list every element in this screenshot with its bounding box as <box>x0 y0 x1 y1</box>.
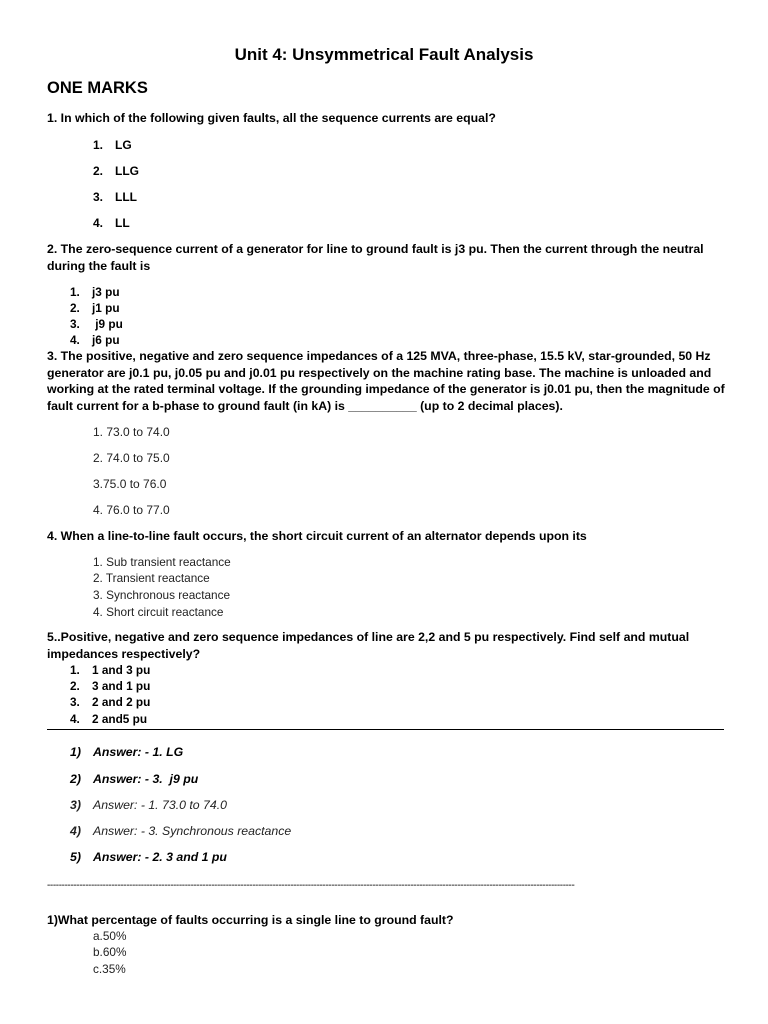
option-number: 1. <box>70 285 80 299</box>
q6-option-a: a.50% <box>93 929 127 943</box>
q4-option-3: 3. Synchronous reactance <box>93 588 231 602</box>
answer-text: Answer: - 1. LG <box>93 745 184 759</box>
option-number: 2. <box>70 301 80 315</box>
option-label: 3 and 1 pu <box>92 679 151 693</box>
q5-option-2 <box>70 678 150 694</box>
option-label: 1 and 3 pu <box>92 663 151 677</box>
option-number: 2. <box>93 164 104 178</box>
answer-number: 4) <box>70 824 81 838</box>
q4-option-2: 2. Transient reactance <box>93 571 210 585</box>
question-4: 4. When a line-to-line fault occurs, the short circuit current of an alternator depends upon its <box>47 529 587 543</box>
answer-number: 5) <box>70 850 81 864</box>
option-number: 3. <box>93 190 104 204</box>
option-label: j9 pu <box>92 317 123 331</box>
q5-option-3 <box>70 694 150 710</box>
q1-option-2 <box>93 163 139 179</box>
question-2: 2. The zero-sequence current of a generator for line to ground fault is j3 pu. Then the current through the neutral during the fault is <box>47 242 704 273</box>
q5-option-4 <box>70 711 147 727</box>
option-label: LLG <box>115 164 139 178</box>
answer-text: Answer: - 1. 73.0 to 74.0 <box>93 798 227 812</box>
answer-number: 3) <box>70 798 81 812</box>
option-label: 2 and 2 pu <box>92 695 151 709</box>
option-label: LLL <box>115 190 137 204</box>
q2-option-4 <box>70 332 120 348</box>
option-label: LL <box>115 216 130 230</box>
option-label: 2 and5 pu <box>92 712 148 726</box>
q3-option-2: 2. 74.0 to 75.0 <box>93 451 170 465</box>
q2-option-1 <box>70 284 120 300</box>
q1-option-3 <box>93 189 137 205</box>
q3-option-3: 3.75.0 to 76.0 <box>93 477 167 491</box>
q3-option-1: 1. 73.0 to 74.0 <box>93 425 170 439</box>
q5-option-1 <box>70 662 150 678</box>
question-3: 3. The positive, negative and zero sequence impedances of a 125 MVA, three-phase, 15.5 kV, star-grounded, 50 Hz generator are j0.1 pu, j0.05 pu and j0.01 pu respectively on the machine rating base. The machine is unloaded and working at the rated terminal voltage. If the grounding impedance of the generator is j0.01 pu, then the magnitude of fault current for a b-phase to ground fault (in kA) is __________ (up to 2 decimal places). <box>47 349 725 413</box>
answer-text: Answer: - 2. 3 and 1 pu <box>93 850 227 864</box>
q4-option-1: 1. Sub transient reactance <box>93 555 231 569</box>
answer-number: 1) <box>70 745 81 759</box>
option-label: j1 pu <box>92 301 120 315</box>
option-number: 4. <box>70 712 80 726</box>
q2-option-3 <box>70 316 123 332</box>
option-label: j6 pu <box>92 333 120 347</box>
page-title: Unit 4: Unsymmetrical Fault Analysis <box>234 45 534 64</box>
answer-3 <box>70 798 227 812</box>
answer-1 <box>70 745 183 759</box>
question-1: 1. In which of the following given faults, all the sequence currents are equal? <box>47 111 496 125</box>
section-heading: ONE MARKS <box>47 79 148 97</box>
answer-text: Answer: - 3. j9 pu <box>93 772 199 786</box>
q6-option-c: c.35% <box>93 962 126 976</box>
q4-option-4: 4. Short circuit reactance <box>93 605 224 619</box>
answer-4 <box>70 824 291 838</box>
answer-number: 2) <box>70 772 81 786</box>
horizontal-rule <box>47 729 724 730</box>
q2-option-2 <box>70 300 120 316</box>
answer-text: Answer: - 3. Synchronous reactance <box>93 824 292 838</box>
option-number: 4. <box>93 216 104 230</box>
answer-2 <box>70 772 198 786</box>
q6-option-b: b.60% <box>93 945 127 959</box>
q1-option-1 <box>93 137 132 153</box>
option-number: 1. <box>70 663 80 677</box>
option-number: 2. <box>70 679 80 693</box>
answer-5 <box>70 850 227 864</box>
option-number: 3. <box>70 695 80 709</box>
option-label: j3 pu <box>92 285 120 299</box>
option-number: 1. <box>93 138 104 152</box>
question-6: 1)What percentage of faults occurring is a single line to ground fault? <box>47 913 454 927</box>
q1-option-4 <box>93 215 130 231</box>
option-number: 4. <box>70 333 80 347</box>
dashed-separator: ------------------------------------------------------------------------------------------------------------------------------------------------------------------------------------ <box>47 880 575 891</box>
option-label: LG <box>115 138 132 152</box>
option-number: 3. <box>70 317 80 331</box>
q3-option-4: 4. 76.0 to 77.0 <box>93 503 170 517</box>
question-5: 5..Positive, negative and zero sequence impedances of line are 2,2 and 5 pu respectively. Find self and mutual impedances respectively? <box>47 630 690 661</box>
